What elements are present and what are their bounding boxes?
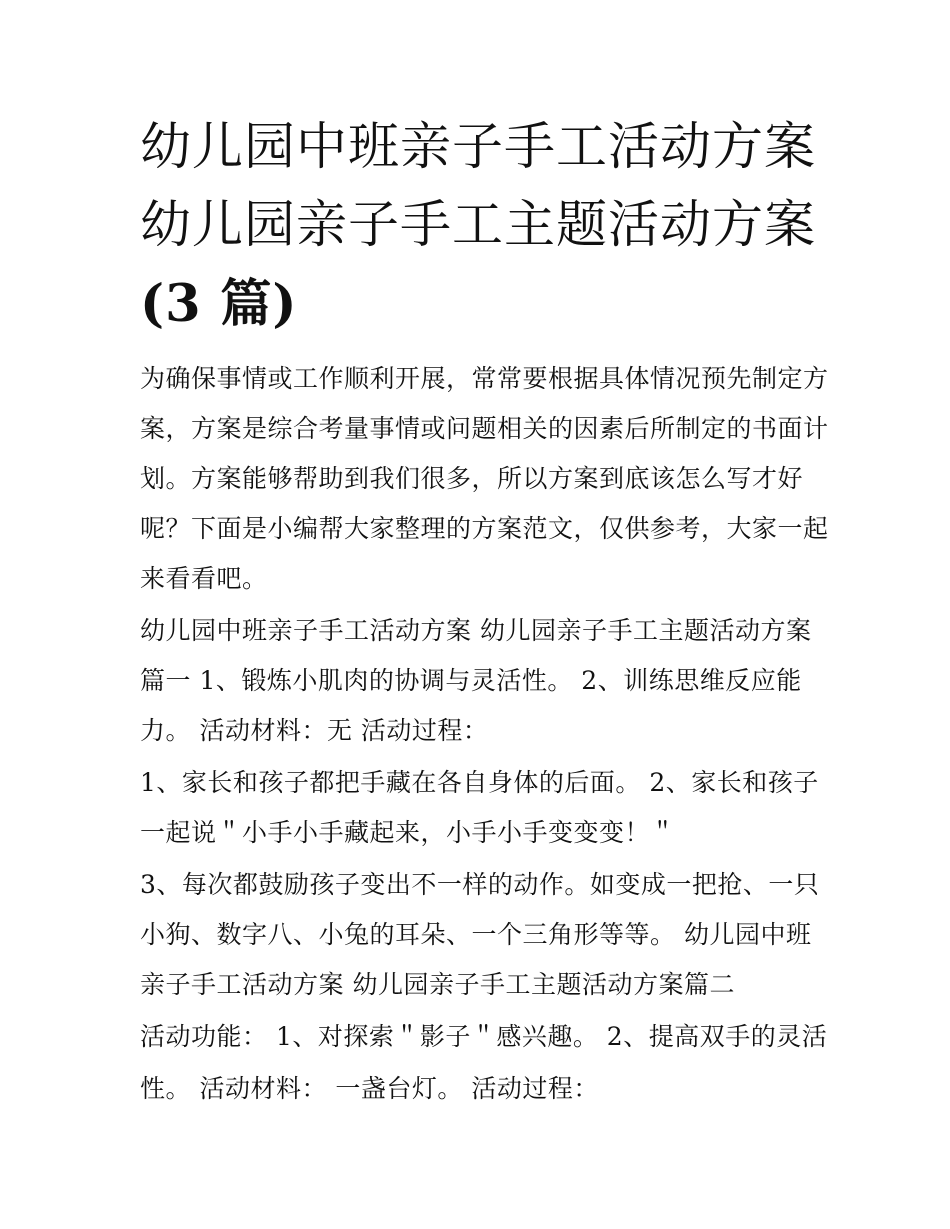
body-line-8: 力。 活动材料：无 活动过程： [140, 716, 489, 745]
body-line-6: 幼儿园中班亲子手工活动方案 幼儿园亲子手工主题活动方案 [140, 616, 812, 645]
title-line-3: (3 篇) [140, 274, 298, 334]
body-line-11: 3、每次都鼓励孩子变出不一样的动作。如变成一把抢、一只 [140, 870, 820, 899]
body-line-10: 一起说＂小手小手藏起来，小手小手变变变！＂ [140, 818, 676, 847]
body-line-3: 划。方案能够帮助到我们很多，所以方案到底该怎么写才好 [140, 464, 804, 493]
body-line-5: 来看看吧。 [140, 564, 268, 593]
title-line-2: 幼儿园亲子手工主题活动方案 [140, 196, 817, 255]
body-line-1: 为确保事情或工作顺利开展，常常要根据具体情况预先制定方 [140, 364, 829, 393]
body-line-15: 性。 活动材料： 一盏台灯。 活动过程： [140, 1074, 599, 1103]
body-line-9: 1、家长和孩子都把手藏在各自身体的后面。 2、家长和孩子 [140, 768, 819, 797]
title-line-1: 幼儿园中班亲子手工活动方案 [140, 118, 817, 177]
body-line-14: 活动功能： 1、对探索＂影子＂感兴趣。 2、提高双手的灵活 [140, 1022, 828, 1051]
body-line-12: 小狗、数字八、小兔的耳朵、一个三角形等等。 幼儿园中班 [140, 920, 812, 949]
body-line-4: 呢？下面是小编帮大家整理的方案范文，仅供参考，大家一起 [140, 514, 829, 543]
body-line-2: 案，方案是综合考量事情或问题相关的因素后所制定的书面计 [140, 414, 829, 443]
body-line-7: 篇一 1、锻炼小肌肉的协调与灵活性。 2、训练思维反应能 [140, 666, 802, 695]
body-line-13: 亲子手工活动方案 幼儿园亲子手工主题活动方案篇二 [140, 970, 735, 999]
